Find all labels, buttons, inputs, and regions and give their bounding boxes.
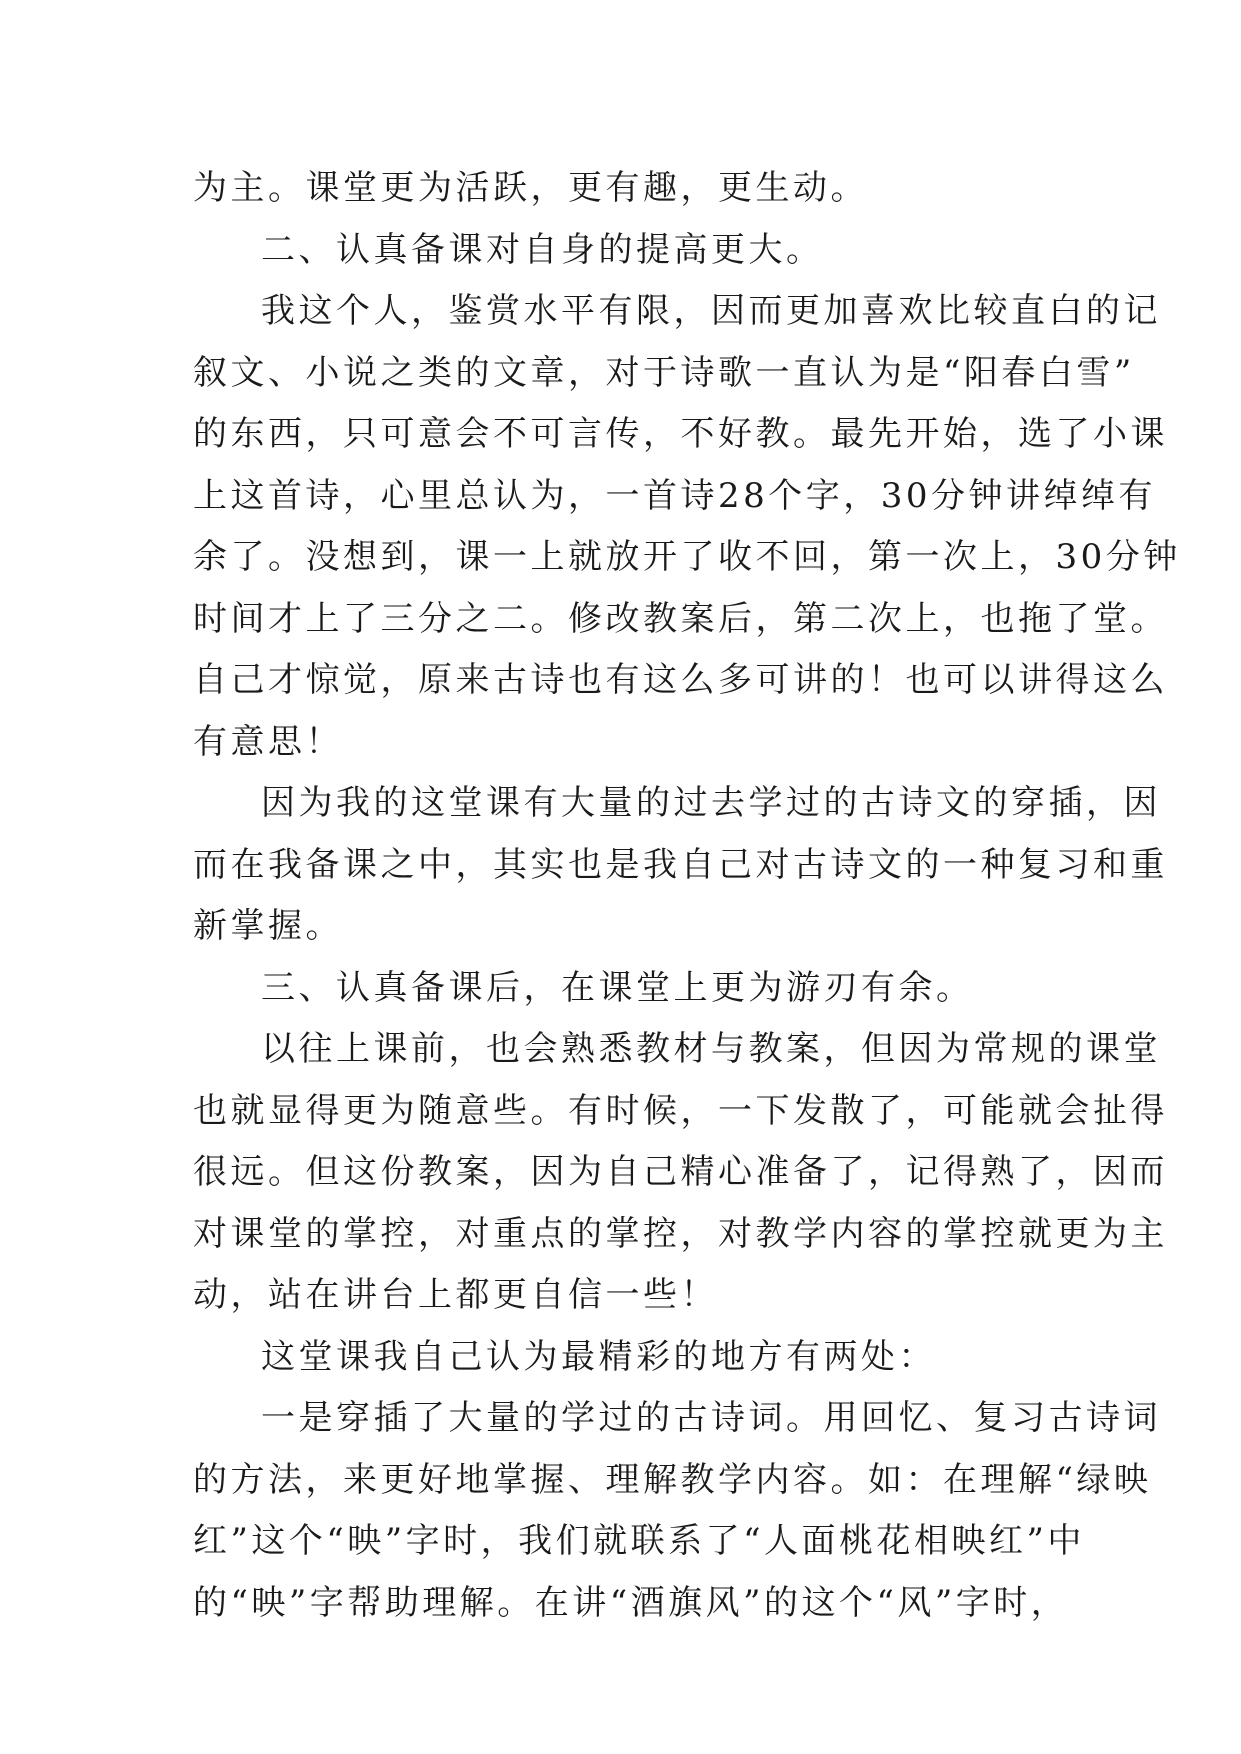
text-line: 因为我的这堂课有大量的过去学过的古诗文的穿插，因	[261, 783, 1161, 823]
text-line: 的东西，只可意会不可言传，不好教。最先开始，选了小课	[193, 414, 1168, 454]
document-body	[193, 158, 1181, 1634]
text-line: 这堂课我自己认为最精彩的地方有两处：	[261, 1336, 936, 1377]
text-line: 为主。课堂更为活跃，更有趣，更生动。	[193, 168, 868, 208]
text-line: 而在我备课之中，其实也是我自己对古诗文的一种复习和重	[193, 844, 1168, 885]
text-line: 红”这个“映”字时，我们就联系了“人面桃花相映红”中	[193, 1521, 1085, 1561]
text-line: 动，站在讲台上都更自信一些！	[193, 1275, 718, 1315]
text-line: 一是穿插了大量的学过的古诗词。用回忆、复习古诗词	[261, 1398, 1161, 1438]
text-line: 叙文、小说之类的文章，对于诗歌一直认为是“阳春白雪”	[193, 352, 1135, 393]
text-line: 有意思！	[193, 721, 343, 762]
text-line: 时间才上了三分之二。修改教案后，第二次上，也拖了堂。	[193, 598, 1168, 639]
text-line: 的“映”字帮助理解。在讲“酒旗风”的这个“风”字时，	[193, 1582, 1069, 1623]
text-line: 对课堂的掌控，对重点的掌控，对教学内容的掌控就更为主	[193, 1213, 1168, 1254]
text-line: 的方法，来更好地掌握、理解教学内容。如：在理解“绿映	[193, 1459, 1152, 1500]
text-line: 自己才惊觉，原来古诗也有这么多可讲的！也可以讲得这么	[193, 660, 1168, 700]
text-line: 很远。但这份教案，因为自己精心准备了，记得熟了，因而	[193, 1152, 1168, 1192]
text-line: 我这个人，鉴赏水平有限，因而更加喜欢比较直白的记	[261, 291, 1161, 331]
text-line: 新掌握。	[193, 906, 343, 946]
text-line: 三、认真备课后，在课堂上更为游刃有余。	[261, 967, 974, 1008]
text-line: 上这首诗，心里总认为，一首诗28个字，30分钟讲绰绰有	[193, 475, 1157, 516]
text-line: 二、认真备课对自身的提高更大。	[261, 229, 824, 270]
text-line: 余了。没想到，课一上就放开了收不回，第一次上，30分钟	[193, 537, 1181, 577]
text-line: 以往上课前，也会熟悉教材与教案，但因为常规的课堂	[261, 1029, 1161, 1069]
text-line: 也就显得更为随意些。有时候，一下发散了，可能就会扯得	[193, 1090, 1168, 1131]
